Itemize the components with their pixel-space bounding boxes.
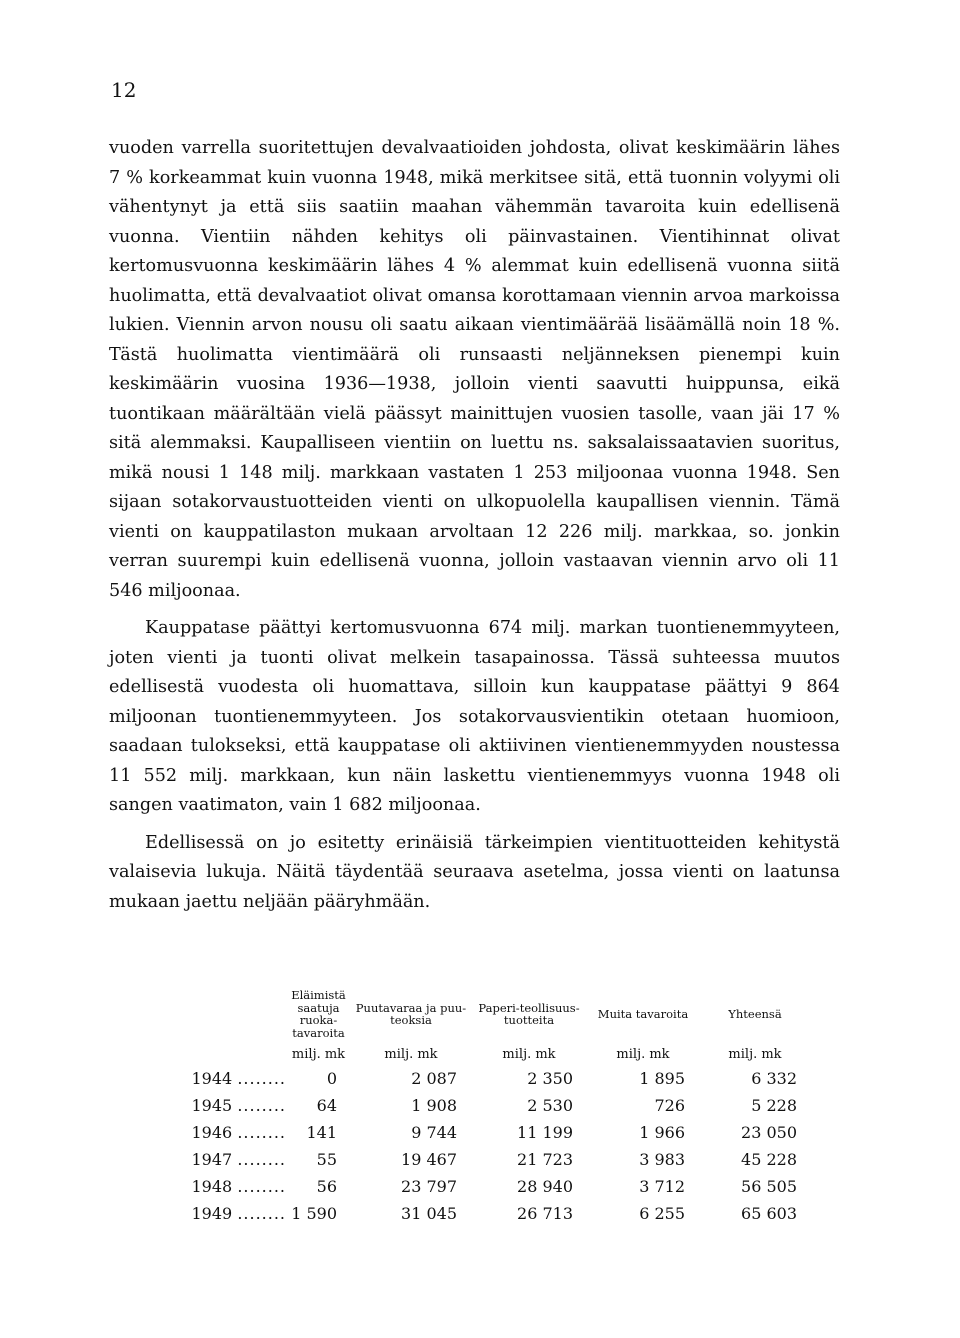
unit-label: milj. mk [291, 1046, 346, 1062]
value-cell: 0 [326, 1069, 337, 1088]
value-cell: 3 712 [639, 1177, 685, 1196]
table-row [136, 1146, 811, 1173]
value-cell: 23 050 [741, 1123, 797, 1142]
year-label: 1946 [191, 1123, 233, 1142]
table-row [136, 1200, 811, 1227]
year-cell [136, 1065, 286, 1092]
year-cell [136, 1146, 286, 1173]
body-text [109, 134, 840, 925]
value-cell: 6 332 [751, 1069, 797, 1088]
year-cell [136, 1119, 286, 1146]
value-cell: 1 590 [291, 1204, 337, 1223]
page-number: 12 [111, 78, 137, 102]
value-cell: 31 045 [401, 1204, 457, 1223]
table-row [136, 1173, 811, 1200]
value-cell: 56 505 [741, 1177, 797, 1196]
column-header-animal-foods: Eläimistä saatuja ruoka-tavaroita [291, 988, 346, 1040]
year-cell [136, 1173, 286, 1200]
table-header-row [136, 985, 811, 1043]
value-cell: 726 [654, 1096, 685, 1115]
value-cell: 45 228 [741, 1150, 797, 1169]
year-label: 1948 [191, 1177, 233, 1196]
paragraph-3: Edellisessä on jo esitetty erinäisiä tärkeimpien vientituotteiden kehitystä valaisevia lukuja. Näitä täydentää seuraava asetelma, jossa vienti on laatunsa mukaan jaettu neljään pääryhmään. [109, 832, 840, 912]
value-cell: 56 [316, 1177, 337, 1196]
value-cell: 55 [316, 1150, 337, 1169]
value-cell: 2 350 [527, 1069, 573, 1088]
column-header-paper: Paperi-teollisuus-tuotteita [478, 1000, 580, 1027]
unit-label: milj. mk [616, 1046, 670, 1062]
dot-leader: ........ [237, 1204, 286, 1223]
value-cell: 65 603 [741, 1204, 797, 1223]
year-label: 1944 [191, 1069, 233, 1088]
year-cell [136, 1092, 286, 1119]
value-cell: 11 199 [517, 1123, 573, 1142]
year-label: 1949 [191, 1204, 233, 1223]
value-cell: 1 908 [411, 1096, 457, 1115]
value-cell: 21 723 [517, 1150, 573, 1169]
value-cell: 64 [316, 1096, 337, 1115]
dot-leader: ........ [237, 1150, 286, 1169]
value-cell: 1 895 [639, 1069, 685, 1088]
column-header-total: Yhteensä [728, 1006, 782, 1021]
value-cell: 26 713 [517, 1204, 573, 1223]
value-cell: 2 530 [527, 1096, 573, 1115]
dot-leader: ........ [237, 1177, 286, 1196]
value-cell: 5 228 [751, 1096, 797, 1115]
unit-label: milj. mk [502, 1046, 556, 1062]
paragraph-2: Kauppatase päättyi kertomusvuonna 674 milj. markan tuontienemmyyteen, joten vienti ja tuonti olivat melkein tasapainossa. Tässä suhteessa muutos edellisestä vuodesta oli huomattava, silloin kun kauppatase päättyi 9 864 miljoonan tuontienemmyyteen. Jos sotakorvausvientikin otetaan huomioon, saadaan tulokseksi, että kauppatase oli aktiivinen vientienemmyyden noustessa 11 552 milj. markkaan, kun näin laskettu vientienemmyys vuonna 1948 oli sangen vaatimaton, vain 1 682 miljoonaa. [109, 618, 840, 815]
year-label: 1947 [191, 1150, 233, 1169]
value-cell: 6 255 [639, 1204, 685, 1223]
value-cell: 28 940 [517, 1177, 573, 1196]
units-spacer [136, 1043, 286, 1065]
value-cell: 1 966 [639, 1123, 685, 1142]
value-cell: 23 797 [401, 1177, 457, 1196]
value-cell: 19 467 [401, 1150, 457, 1169]
value-cell: 2 087 [411, 1069, 457, 1088]
year-label: 1945 [191, 1096, 233, 1115]
paragraph-1: vuoden varrella suoritettujen devalvaatioiden johdosta, olivat keskimäärin lähes 7 % korkeammat kuin vuonna 1948, mikä merkitsee sitä, että tuonnin volyymi oli vähentynyt ja että siis saatiin maahan vähemmän tavaroita kuin edellisenä vuonna. Vientiin nähden kehitys oli päinvastainen. Vientihinnat olivat kertomusvuonna keskimäärin lähes 4 % alemmat kuin edellisenä vuonna siitä huolimatta, että devalvaatiot olivat omansa korottamaan viennin arvoa markoissa lukien. Viennin arvon nousu oli saatu aikaan vientimäärää lisäämällä noin 18 %. Tästä huolimatta vientimäärä oli runsaasti neljänneksen pienempi kuin keskimäärin vuosina 1936—1938, jolloin vienti saavutti huippunsa, eikä tuontikaan määrältään vielä päässyt mainittujen vuosien tasolle, vaan jäi 17 % sitä alemmaksi. Kaupalliseen vientiin on luettu ns. saksalaissaatavien suoritus, mikä nousi 1 148 milj. markkaan vastaten 1 253 miljoonaa vuonna 1948. Sen sijaan sotakorvaustuotteiden vienti on ulkopuolella kaupallisen viennin. Tämä vienti on kauppatilaston mukaan arvoltaan 12 226 milj. markkaa, so. jonkin verran suurempi kuin edellisenä vuonna, jolloin vastaavan viennin arvo oli 11 546 miljoonaa. [109, 138, 840, 601]
column-header-other: Muita tavaroita [597, 1006, 689, 1021]
table-row [136, 1065, 811, 1092]
unit-label: milj. mk [384, 1046, 438, 1062]
table-row [136, 1119, 811, 1146]
year-header [136, 985, 286, 1043]
dot-leader: ........ [237, 1123, 286, 1142]
table-row [136, 1092, 811, 1119]
dot-leader: ........ [237, 1069, 286, 1088]
unit-label: milj. mk [728, 1046, 782, 1062]
value-cell: 9 744 [411, 1123, 457, 1142]
dot-leader: ........ [237, 1096, 286, 1115]
value-cell: 3 983 [639, 1150, 685, 1169]
units-row [136, 1043, 811, 1065]
export-table [136, 985, 811, 1227]
value-cell: 141 [306, 1123, 337, 1142]
year-cell [136, 1200, 286, 1227]
column-header-timber: Puutavaraa ja puu-teoksia [355, 1000, 467, 1027]
